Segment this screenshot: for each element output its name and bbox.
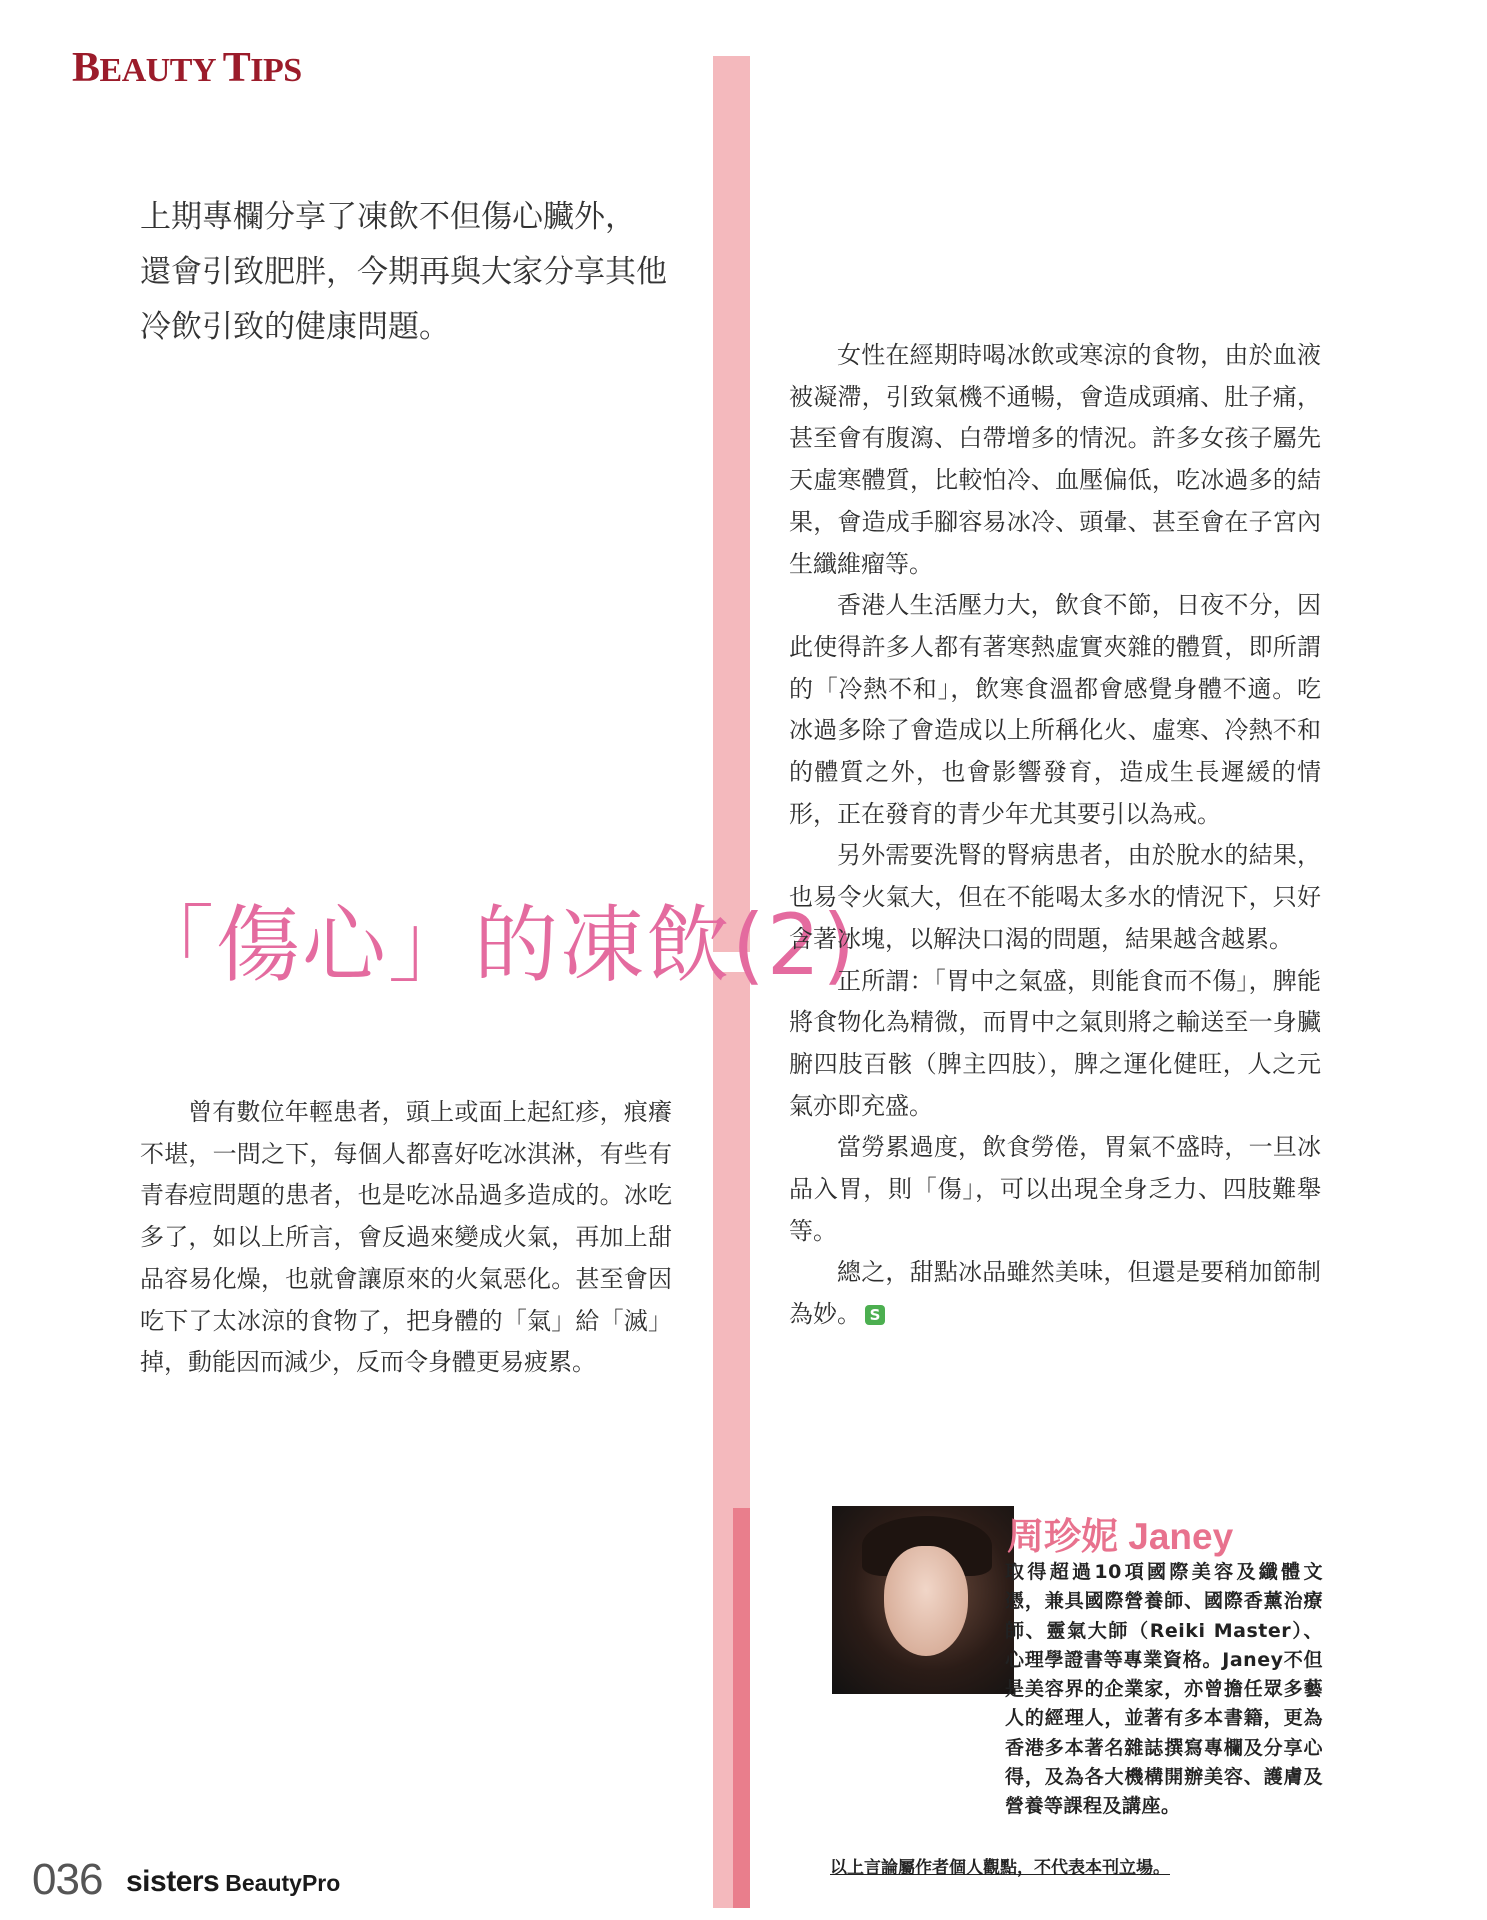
section-label-rest-1: EAUTY [99, 52, 223, 89]
page-number: 036 [32, 1855, 103, 1904]
intro-line: 上期專欄分享了凍飲不但傷心臟外， [140, 199, 636, 235]
author-photo [832, 1506, 1014, 1694]
body-paragraph: 曾有數位年輕患者，頭上或面上起紅疹，痕癢不堪，一問之下，每個人都喜好吃冰淇淋，有些有青春痘問題的患者，也是吃冰品過多造成的。冰吃多了，如以上所言，會反過來變成火氣，再加上甜品容易化燥，也就會讓原來的火氣惡化。甚至會因吃下了太冰涼的食物了，把身體的「氣」給「滅」掉，動能因而減少，反而令身體更易疲累。 [140, 1098, 672, 1377]
brand-main: sisters [126, 1865, 220, 1898]
author-bio: 取得超過10項國際美容及纖體文憑，兼具國際營養師、國際香薰治療師、靈氣大師（Reiki Master）、心理學證書等專業資格。Janey不但是美容界的企業家，亦曾擔任眾多藝人的經理人，並著有多本書籍，更為香港多本著名雜誌撰寫專欄及分享心得，及為各大機構開辦美容、護膚及營養等課程及講座。 [1005, 1561, 1323, 1818]
section-label-rest-2: IPS [250, 52, 302, 89]
section-label [72, 44, 302, 92]
body-paragraph-last [789, 1252, 1321, 1335]
intro-line: 還會引致肥胖，今期再與大家分享其他 [140, 254, 667, 290]
body-paragraph: 當勞累過度，飲食勞倦，胃氣不盛時，一旦冰品入胃，則「傷」，可以出現全身乏力、四肢難舉等。 [789, 1133, 1321, 1245]
brand-sub: BeautyPro [225, 1870, 341, 1896]
intro-line: 冷飲引致的健康問題。 [140, 309, 450, 345]
section-label-initial-2: T [222, 45, 251, 91]
body-paragraph: 另外需要洗腎的腎病患者，由於脫水的結果，也易令火氣大，但在不能喝太多水的情況下，只好含著冰塊，以解決口渴的問題，結果越含越累。 [789, 841, 1321, 953]
end-mark-icon: S [865, 1305, 885, 1325]
divider-bar-accent [733, 1508, 750, 1908]
author-name: 周珍妮 Janey [1007, 1516, 1234, 1557]
article-title: 「傷心」的凍飲(2) [130, 896, 857, 994]
body-paragraph: 正所謂：「胃中之氣盛，則能食而不傷」，脾能將食物化為精微，而胃中之氣則將之輸送至一身臟腑四肢百骸（脾主四肢），脾之運化健旺，人之元氣亦即充盛。 [789, 966, 1321, 1120]
disclaimer: 以上言論屬作者個人觀點，不代表本刊立場。 [830, 1858, 1170, 1878]
author-photo-face [884, 1546, 968, 1656]
divider-bar-top [713, 56, 750, 952]
section-label-initial-1: B [72, 45, 100, 91]
body-paragraph: 女性在經期時喝冰飲或寒涼的食物，由於血液被凝滯，引致氣機不通暢，會造成頭痛、肚子痛，甚至會有腹瀉、白帶增多的情況。許多女孩子屬先天虛寒體質，比較怕冷、血壓偏低，吃冰過多的結果，會造成手腳容易冰冷、頭暈、甚至會在子宮內生纖維瘤等。 [789, 341, 1321, 578]
body-column-right [789, 335, 1321, 1336]
intro-text [140, 190, 700, 355]
body-paragraph-text: 總之，甜點冰品雖然美味，但還是要稍加節制為妙。 [789, 1258, 1321, 1329]
magazine-brand [126, 1866, 340, 1903]
body-column-left [140, 1092, 672, 1384]
body-paragraph: 香港人生活壓力大，飲食不節，日夜不分，因此使得許多人都有著寒熱虛實夾雜的體質，即所謂的「冷熱不和」，飲寒食溫都會感覺身體不適。吃冰過多除了會造成以上所稱化火、虛寒、冷熱不和的體質之外，也會影響發育，造成生長遲緩的情形，正在發育的青少年尤其要引以為戒。 [789, 591, 1321, 828]
